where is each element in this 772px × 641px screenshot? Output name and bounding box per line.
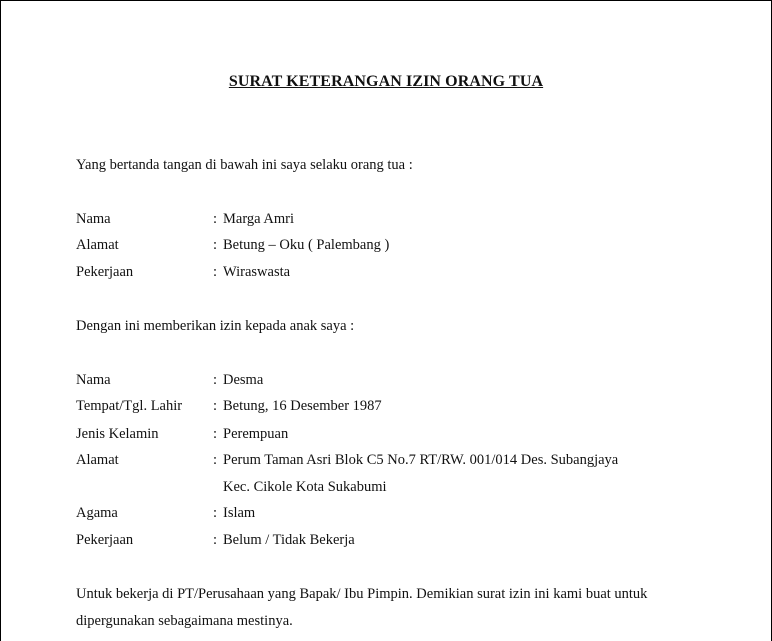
- field-label: Nama: [76, 372, 111, 388]
- field-separator: :: [213, 426, 218, 442]
- field-separator: :: [213, 398, 218, 414]
- field-separator: :: [213, 264, 218, 280]
- intro-text: Yang bertanda tangan di bawah ini saya selaku orang tua :: [76, 157, 413, 173]
- child-intro-text: Dengan ini memberikan izin kepada anak saya :: [76, 318, 355, 334]
- field-label: Tempat/Tgl. Lahir: [76, 398, 183, 414]
- field-label: Agama: [76, 505, 118, 521]
- field-separator: :: [213, 211, 218, 227]
- closing-text-line-1: Untuk bekerja di PT/Perusahaan yang Bapak/ Ibu Pimpin. Demikian surat izin ini kami buat untuk: [76, 586, 648, 602]
- field-value: Islam: [223, 505, 256, 521]
- field-label: Jenis Kelamin: [76, 426, 159, 442]
- child-address-continuation: Kec. Cikole Kota Sukabumi: [223, 479, 387, 495]
- field-separator: :: [213, 505, 218, 521]
- field-value: Perum Taman Asri Blok C5 No.7 RT/RW. 001/014 Des. Subangjaya: [223, 452, 619, 468]
- field-value: Perempuan: [223, 426, 289, 442]
- field-label: Nama: [76, 211, 111, 227]
- field-value: Marga Amri: [223, 211, 295, 227]
- field-value: Wiraswasta: [223, 264, 291, 280]
- letter-title: SURAT KETERANGAN IZIN ORANG TUA: [228, 73, 544, 90]
- field-separator: :: [213, 237, 218, 253]
- field-label: Alamat: [76, 452, 119, 468]
- field-value: Betung – Oku ( Palembang ): [223, 237, 390, 253]
- field-separator: :: [213, 372, 218, 388]
- field-label: Pekerjaan: [76, 264, 134, 280]
- field-label: Pekerjaan: [76, 532, 134, 548]
- field-label: Alamat: [76, 237, 119, 253]
- field-value: Desma: [223, 372, 264, 388]
- field-value: Belum / Tidak Bekerja: [223, 532, 355, 548]
- field-separator: :: [213, 452, 218, 468]
- field-value: Betung, 16 Desember 1987: [223, 398, 382, 414]
- closing-text-line-2: dipergunakan sebagaimana mestinya.: [76, 613, 293, 629]
- field-separator: :: [213, 532, 218, 548]
